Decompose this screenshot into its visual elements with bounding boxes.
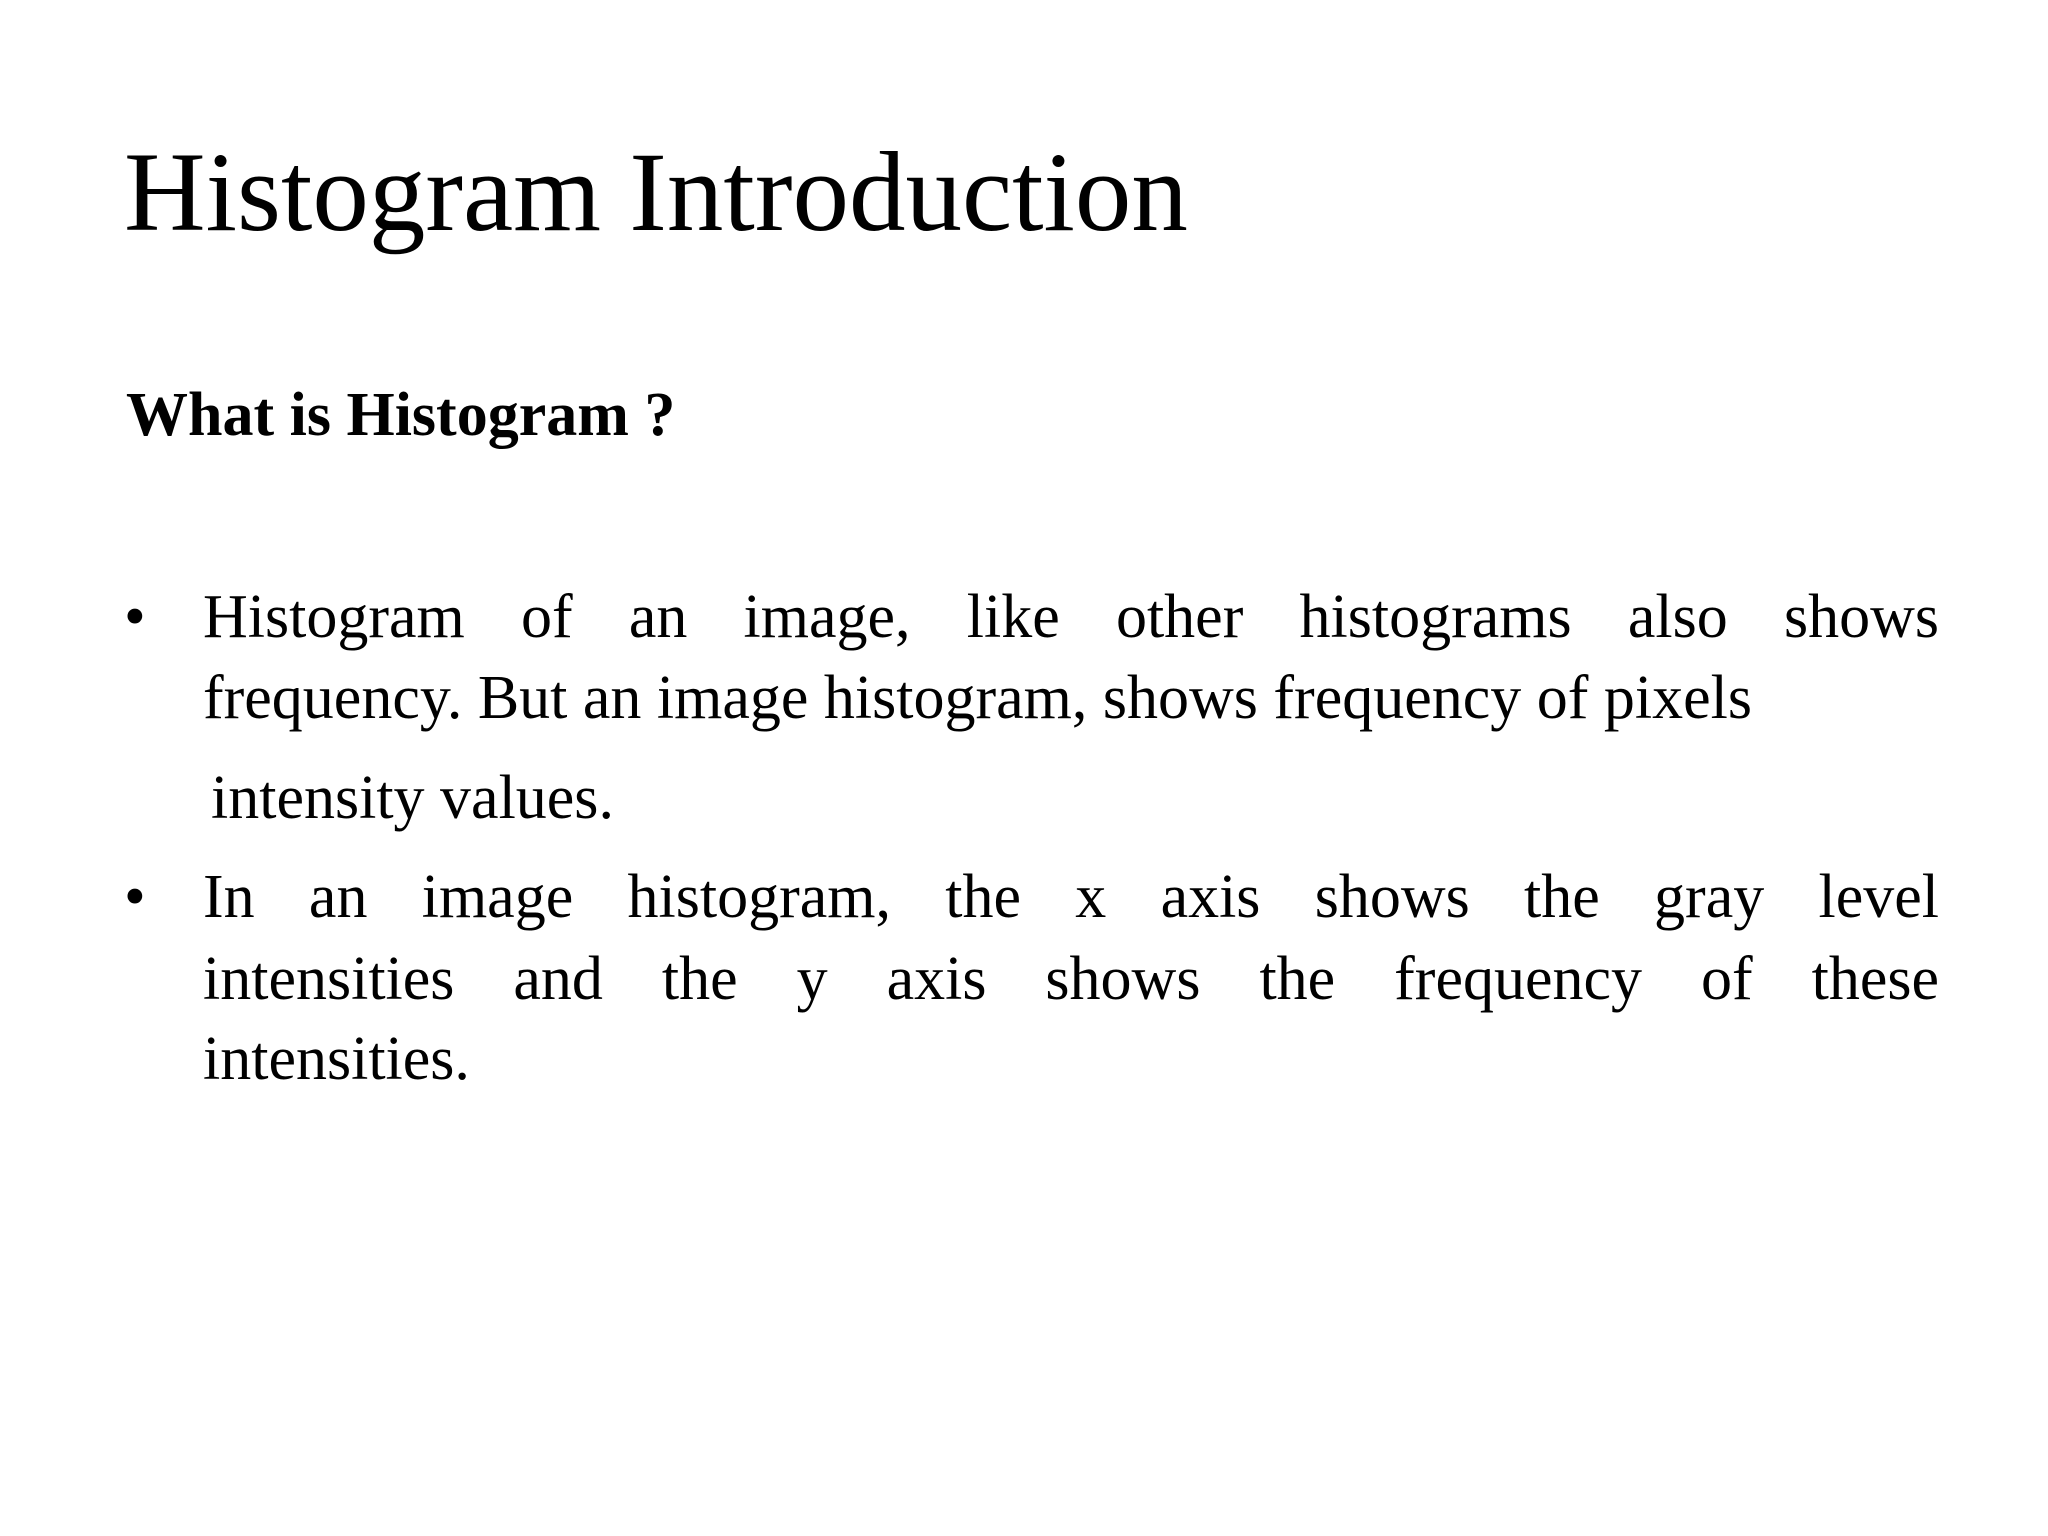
bullet-line: Histogram of an image, like other histograms also shows — [203, 583, 1939, 651]
page-title: Histogram Introduction — [124, 130, 1188, 255]
bullet-dot: • — [124, 583, 146, 651]
bullet-line: intensities and the y axis shows the frequency of these — [203, 945, 1939, 1013]
bullet-line: In an image histogram, the x axis shows the gray level — [203, 863, 1939, 931]
bullet-line: intensities. — [203, 1025, 470, 1093]
section-heading: What is Histogram ? — [126, 381, 676, 449]
bullet-line: intensity values. — [211, 764, 614, 832]
bullet-dot: • — [124, 863, 146, 931]
bullet-line: frequency. But an image histogram, shows frequency of pixels — [203, 664, 1753, 732]
